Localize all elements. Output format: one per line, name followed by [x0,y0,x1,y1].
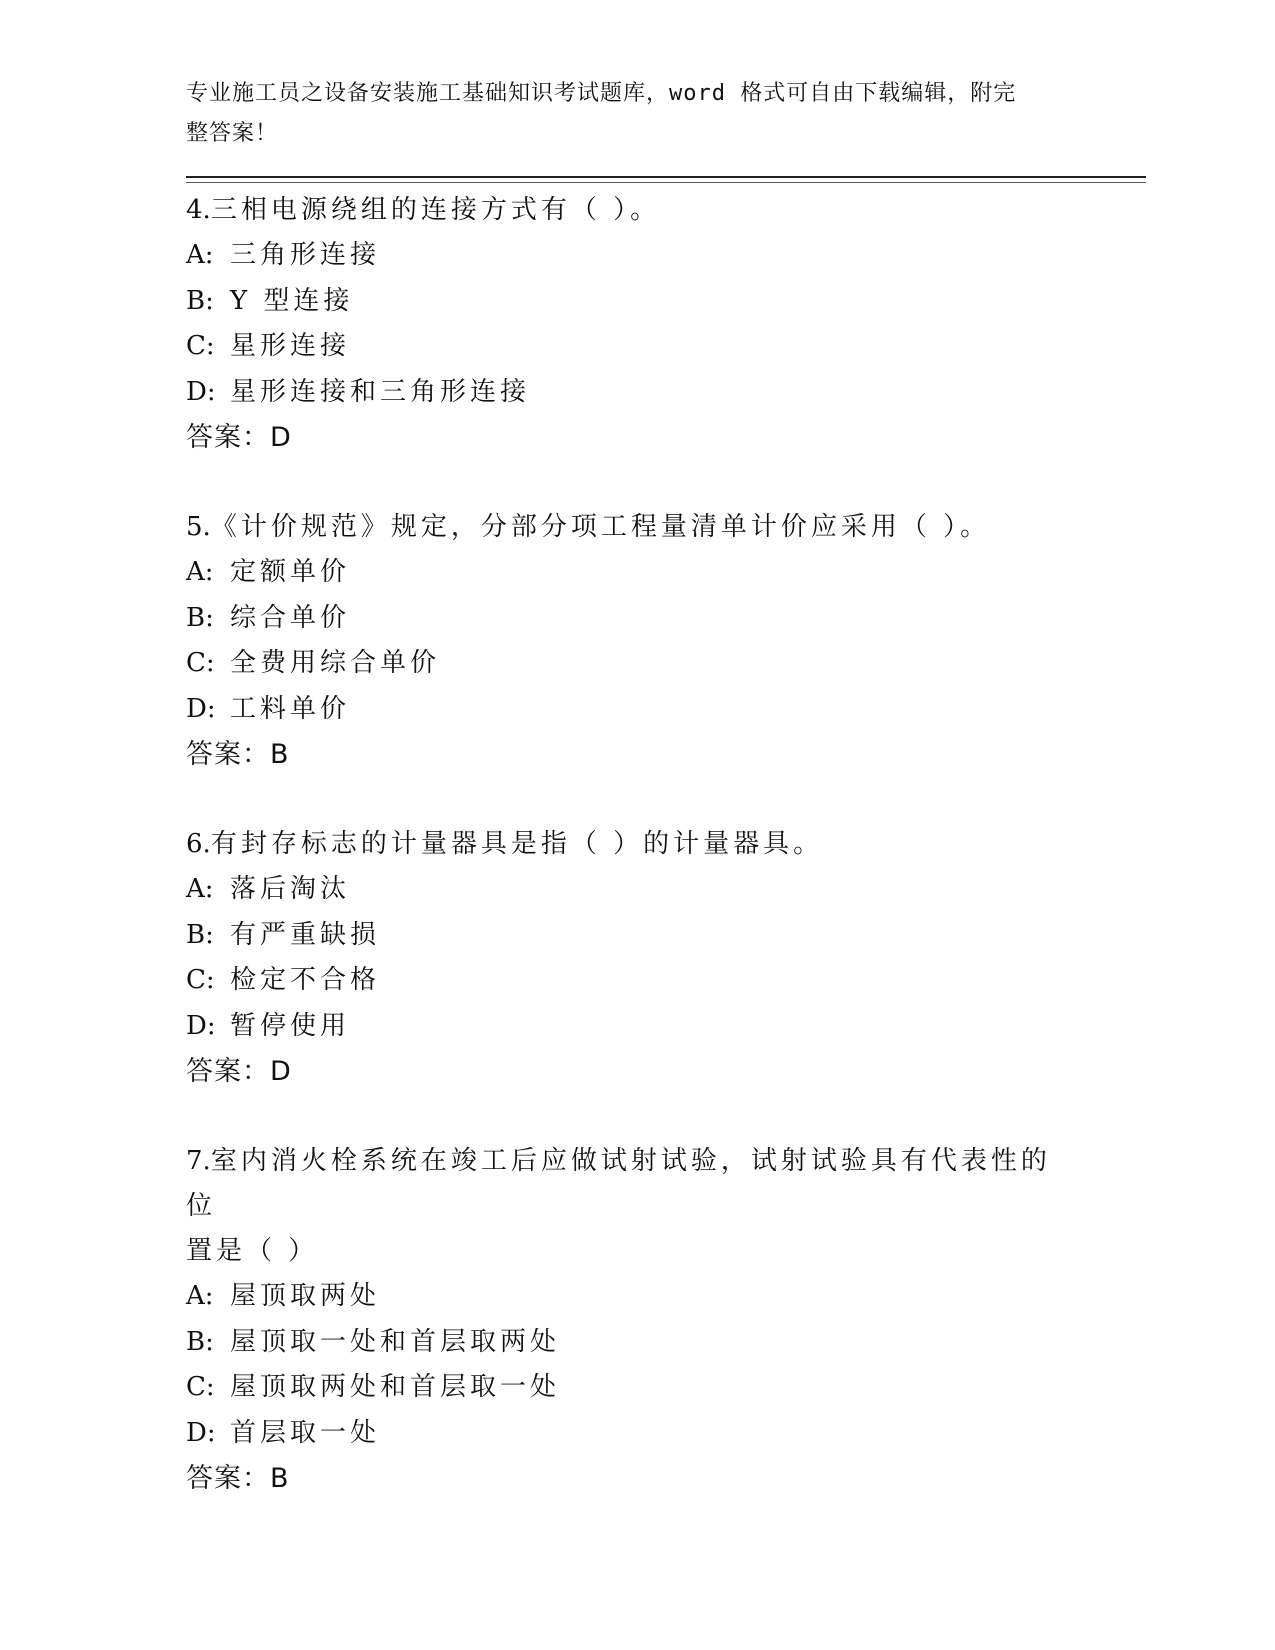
question-number: 6. [186,829,211,859]
option-key: A: [186,1281,214,1311]
option-key: D: [186,1417,216,1448]
option-d [186,370,1066,416]
option-b [186,1320,1066,1366]
option-text: 落后淘汰 [230,874,351,904]
question-4 [186,188,1066,461]
option-a [186,867,1066,913]
question-number: 7. [186,1146,211,1176]
answer-line: 答案：B [186,739,290,770]
question-stem [186,822,1066,867]
option-c [186,324,1066,370]
option-key: D: [186,376,216,407]
question-list [186,188,1066,1546]
option-b [186,279,1066,325]
option-text: 定额单价 [230,557,351,587]
answer-line: 答案：D [186,422,292,453]
option-key: D: [186,693,216,724]
option-key: C: [186,965,215,995]
header-divider-thin [186,182,1146,183]
option-text: 三角形连接 [230,240,381,270]
option-text: 星形连接 [230,331,351,361]
question-text: 室内消火栓系统在竣工后应做试射试验，试射试验具有代表性的位 [186,1146,1051,1221]
option-c [186,641,1066,687]
option-key: B: [186,285,214,316]
option-text: Y 型连接 [230,285,354,316]
option-b [186,913,1066,959]
option-key: C: [186,1372,215,1402]
option-key: A: [186,557,214,587]
answer-line: 答案：B [186,1463,290,1494]
question-stem [186,505,1066,550]
option-a [186,1274,1066,1320]
option-text: 有严重缺损 [230,919,381,950]
header-line-1: 专业施工员之设备安装施工基础知识考试题库，word 格式可自由下载编辑，附完 [186,81,1017,106]
option-key: A: [186,240,214,270]
option-text: 检定不合格 [230,965,381,995]
option-c [186,958,1066,1004]
option-text: 屋顶取一处和首层取两处 [230,1326,561,1357]
option-d [186,687,1066,733]
option-key: B: [186,919,214,950]
option-c [186,1365,1066,1411]
option-key: C: [186,648,215,678]
option-d [186,1411,1066,1457]
option-text: 工料单价 [230,693,351,724]
question-stem [186,1139,1066,1229]
option-key: D: [186,1010,216,1041]
option-text: 屋顶取两处和首层取一处 [230,1372,561,1402]
option-d [186,1004,1066,1050]
option-text: 屋顶取两处 [230,1281,381,1311]
question-6 [186,822,1066,1095]
option-text: 全费用综合单价 [230,648,441,678]
option-key: B: [186,602,214,633]
option-a [186,233,1066,279]
option-key: C: [186,331,215,361]
document-header [186,74,1066,154]
question-stem-continued: 置是（ ） [186,1236,319,1266]
question-text: 有封存标志的计量器具是指（ ）的计量器具。 [210,829,824,859]
option-key: A: [186,874,214,904]
option-key: B: [186,1326,214,1357]
option-a [186,550,1066,596]
option-text: 星形连接和三角形连接 [230,376,531,407]
option-text: 暂停使用 [230,1010,351,1041]
question-text: 三相电源绕组的连接方式有（ ）。 [210,195,661,225]
question-5 [186,505,1066,778]
option-text: 综合单价 [230,602,351,633]
answer-line: 答案：D [186,1056,292,1087]
question-text: 《计价规范》规定，分部分项工程量清单计价应采用（ ）。 [210,512,991,542]
question-number: 4. [186,195,211,225]
question-stem [186,188,1066,233]
option-b [186,596,1066,642]
header-divider-thick [186,176,1146,178]
question-7 [186,1139,1066,1502]
question-number: 5. [186,512,211,542]
option-text: 首层取一处 [230,1417,381,1448]
header-line-2: 整答案！ [186,121,279,146]
